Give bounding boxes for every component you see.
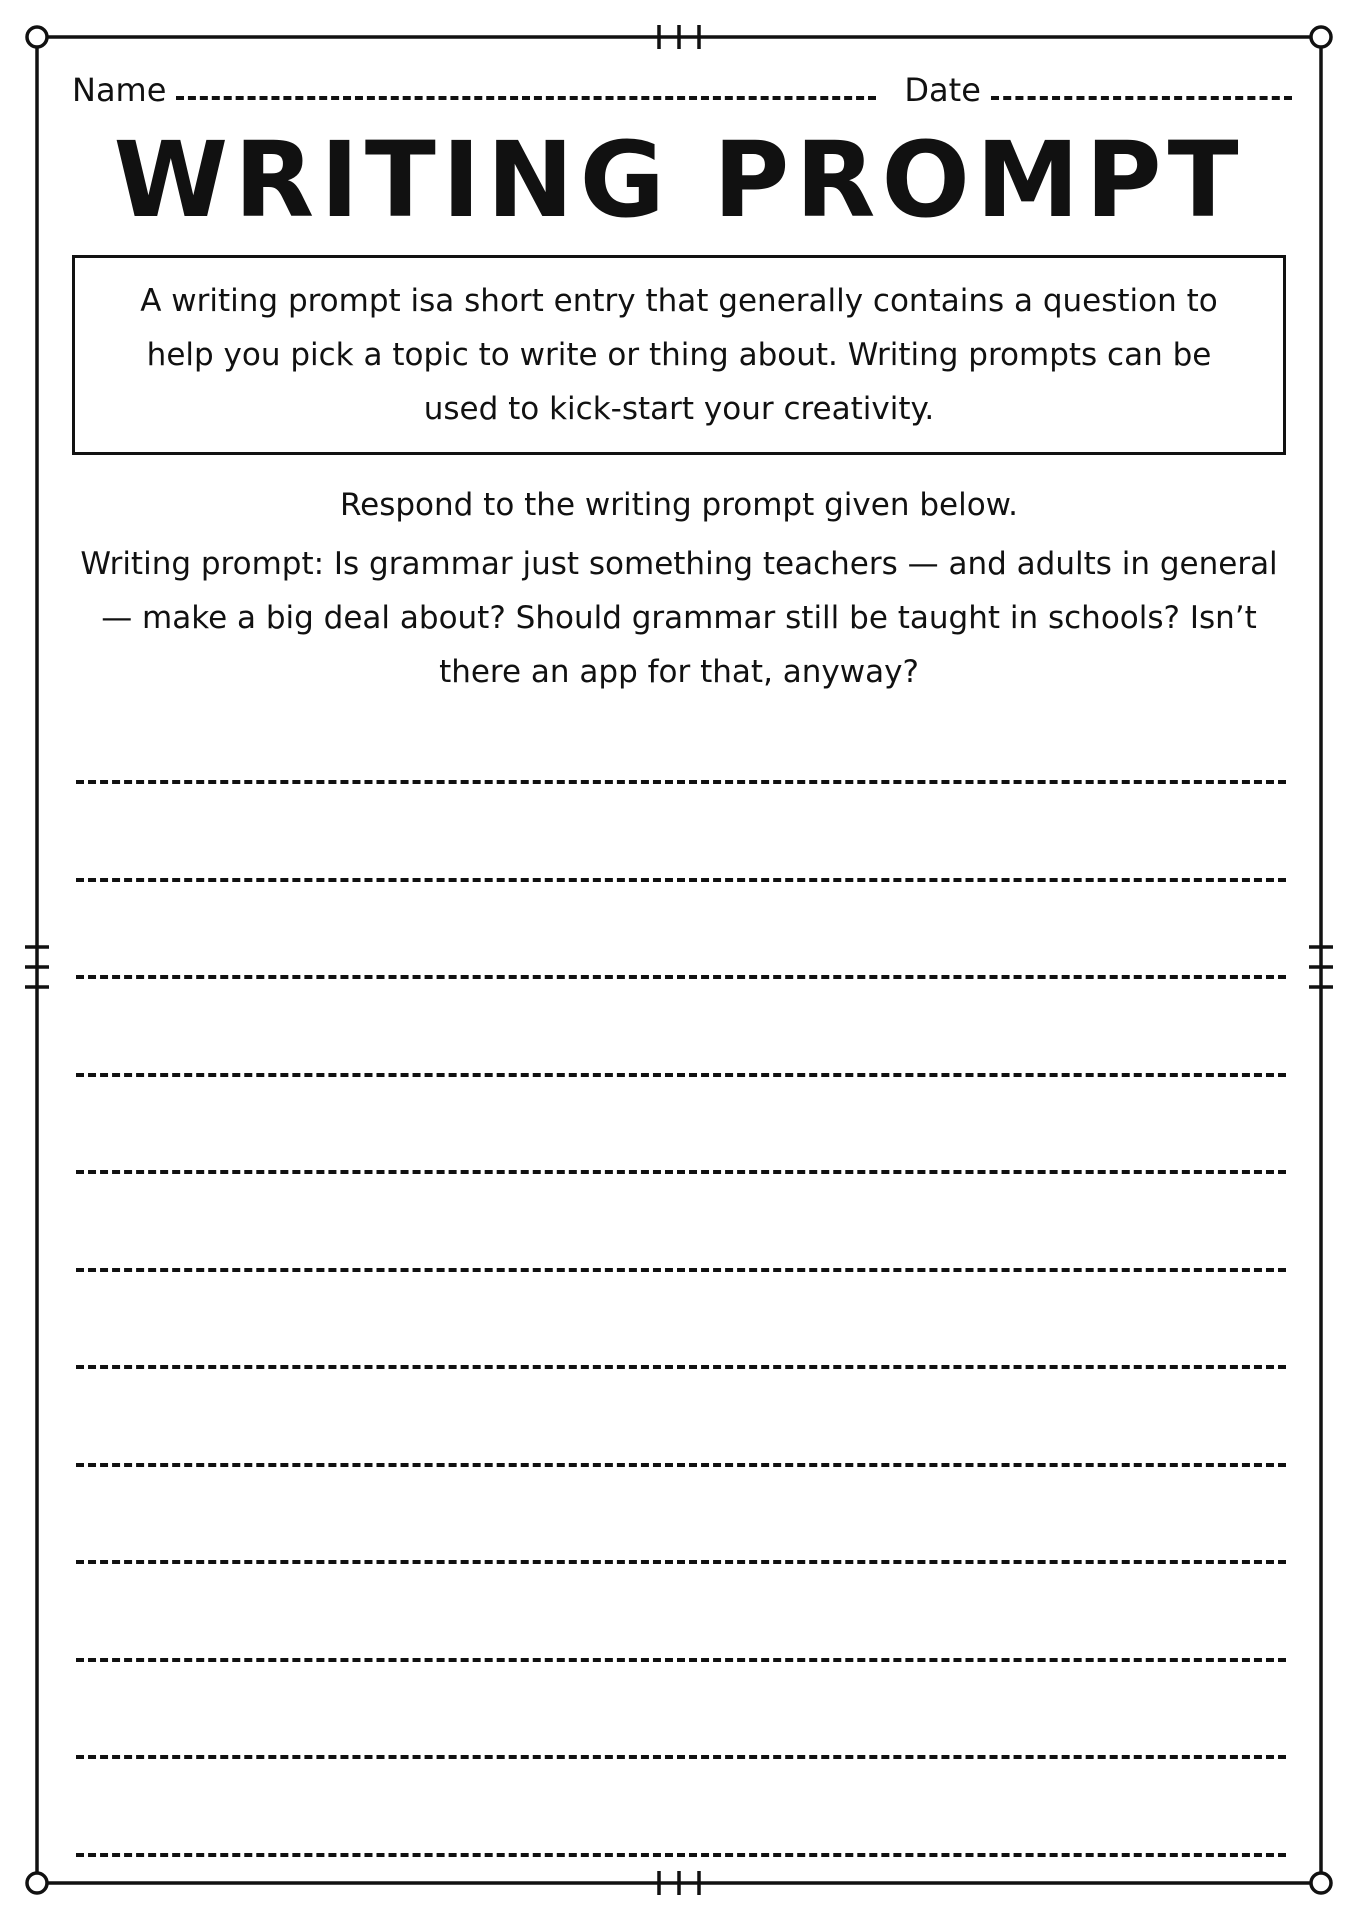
page-title: WRITING PROMPT xyxy=(113,119,1245,241)
answer-line[interactable] xyxy=(76,1560,1286,1564)
date-label: Date xyxy=(904,71,981,109)
date-field[interactable] xyxy=(991,96,1292,100)
answer-line[interactable] xyxy=(76,878,1286,882)
answer-line[interactable] xyxy=(76,1853,1286,1857)
name-label: Name xyxy=(72,71,167,109)
name-field[interactable] xyxy=(176,96,876,100)
answer-line[interactable] xyxy=(76,780,1286,784)
answer-line[interactable] xyxy=(76,1170,1286,1174)
answer-line[interactable] xyxy=(76,1268,1286,1272)
answer-line[interactable] xyxy=(76,975,1286,979)
prompt-text: Writing prompt: Is grammar just something teachers — and adults in general — make a big deal about? Should grammar still be taught in schools? Isn’t there an app for that, anyway? xyxy=(80,546,1278,690)
answer-line[interactable] xyxy=(76,1755,1286,1759)
answer-line[interactable] xyxy=(76,1463,1286,1467)
intro-box xyxy=(72,255,1286,455)
answer-line[interactable] xyxy=(76,1365,1286,1369)
answer-line[interactable] xyxy=(76,1073,1286,1077)
answer-line[interactable] xyxy=(76,1658,1286,1662)
name-date-row xyxy=(72,62,1292,109)
instruction-text: Respond to the writing prompt given below. xyxy=(339,487,1019,523)
intro-text: A writing prompt isa short entry that generally contains a question to help you pick a topic to write or thing about. Writing prompts can be used to kick-start your creativity. xyxy=(140,283,1218,427)
